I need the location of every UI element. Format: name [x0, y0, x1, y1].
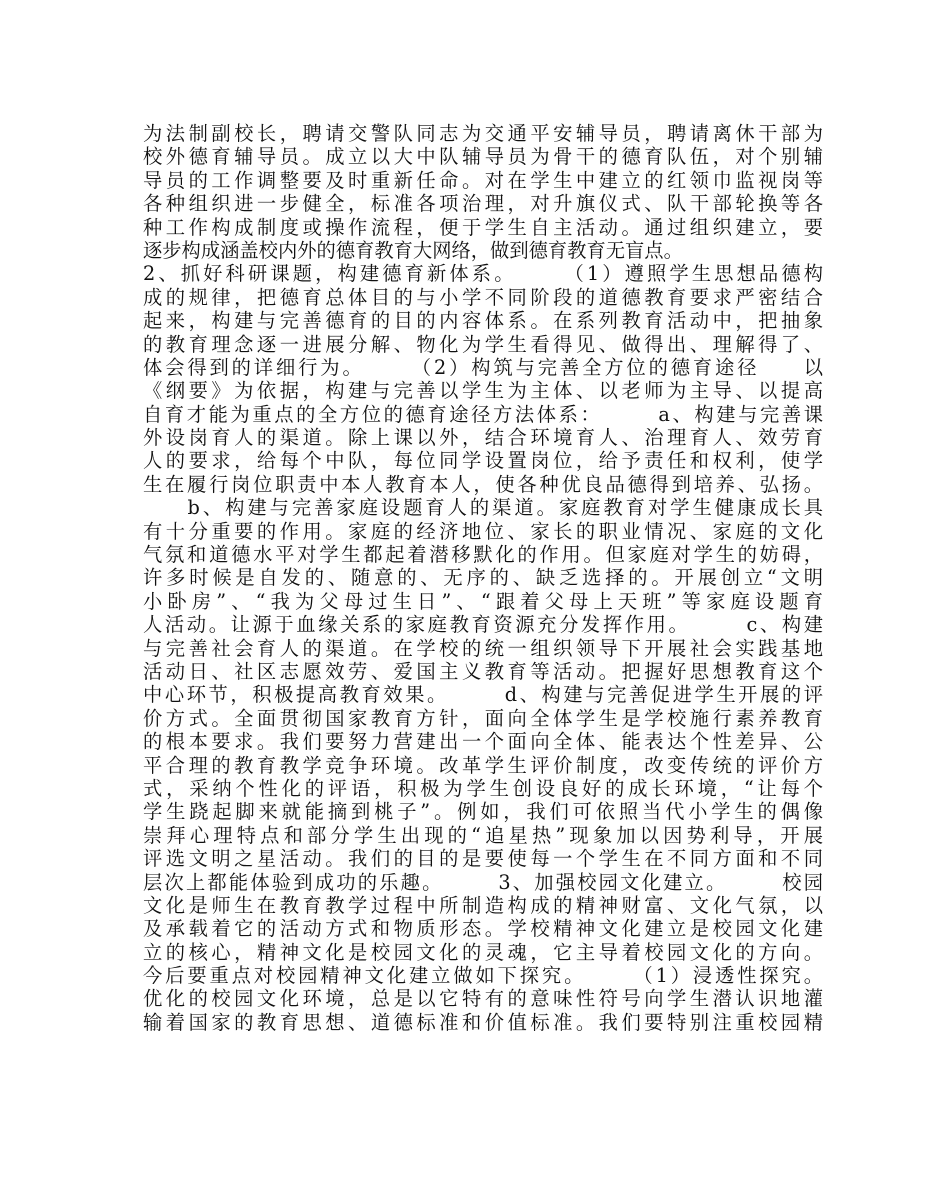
text-line: 式，采纳个性化的评语，积极为学生创设良好的成长环境，“让每个: [143, 776, 823, 800]
body-text: [143, 122, 823, 1034]
text-line: 逐步构成涵盖校内外的德育教育大网络，做到德育教育无盲点。: [143, 238, 683, 262]
text-line: 与完善社会育人的渠道。在学校的统一组织领导下开展社会实践基地: [143, 636, 823, 660]
text-line: 评选文明之星活动。我们的目的是要使每一个学生在不同方面和不同: [143, 847, 823, 871]
text-line: 《纲要》为依据，构建与完善以学生为主体、以老师为主导、以提高: [143, 379, 823, 403]
text-line: 自育才能为重点的全方位的德育途径方法体系： a、构建与完善课: [143, 402, 823, 426]
text-line: 导员的工作调整要及时重新任命。对在学生中建立的红领巾监视岗等: [143, 168, 823, 192]
text-line: 今后要重点对校园精神文化建立做如下探究。 （1）浸透性探究。: [143, 964, 823, 988]
text-line: 输着国家的教育思想、道德标准和价值标准。我们要特别注重校园精: [143, 1010, 823, 1034]
text-line: 种工作构成制度或操作流程，便于学生自主活动。通过组织建立，要: [143, 215, 823, 239]
text-line: 文化是师生在教育教学过程中所制造构成的精神财富、文化气氛，以: [143, 893, 823, 917]
text-line: 及承载着它的活动方式和物质形态。学校精神文化建立是校园文化建: [143, 917, 823, 941]
text-line: 校外德育辅导员。成立以大中队辅导员为骨干的德育队伍，对个别辅: [143, 145, 823, 169]
text-line: 崇拜心理特点和部分学生出现的“追星热”现象加以因势利导，开展: [143, 823, 823, 847]
text-line: 活动日、社区志愿效劳、爱国主义教育等活动。把握好思想教育这个: [143, 659, 823, 683]
text-line: 为法制副校长，聘请交警队同志为交通平安辅导员，聘请离休干部为: [143, 122, 823, 145]
text-line: 各种组织进一步健全，标准各项治理，对升旗仪式、队干部轮换等各: [143, 192, 823, 216]
text-line: 体会得到的详细行为。 （2）构筑与完善全方位的德育途径 以: [143, 355, 823, 379]
text-line: 有十分重要的作用。家庭的经济地位、家长的职业情况、家庭的文化: [143, 519, 823, 543]
text-line: 层次上都能体验到成功的乐趣。 3、加强校园文化建立。 校园: [143, 870, 823, 894]
text-line: 学生跷起脚来就能摘到桃子”。例如，我们可依照当代小学生的偶像: [143, 800, 823, 824]
text-line: 许多时候是自发的、随意的、无序的、缺乏选择的。开展创立“文明: [143, 566, 823, 590]
text-line: 的教育理念逐一进展分解、物化为学生看得见、做得出、理解得了、: [143, 332, 823, 356]
text-line: 小卧房”、“我为父母过生日”、“跟着父母上天班”等家庭设题育: [143, 589, 823, 613]
text-line: 起来，构建与完善德育的目的内容体系。在系列教育活动中，把抽象: [143, 309, 823, 333]
text-line: 优化的校园文化环境，总是以它特有的意味性符号向学生潜认识地灌: [143, 987, 823, 1011]
text-line: 平合理的教育教学竞争环境。改革学生评价制度，改变传统的评价方: [143, 753, 823, 777]
text-line: 人的要求，给每个中队，每位同学设置岗位，给予责任和权利，使学: [143, 449, 823, 473]
text-line: 生在履行岗位职责中本人教育本人，使各种优良品德得到培养、弘扬。: [143, 472, 823, 496]
text-line: 人活动。让源于血缘关系的家庭教育资源充分发挥作用。 c、构建: [143, 613, 823, 637]
text-line: 气氛和道德水平对学生都起着潜移默化的作用。但家庭对学生的妨碍，: [143, 543, 823, 567]
text-line: 立的核心，精神文化是校园文化的灵魂，它主导着校园文化的方向。: [143, 940, 823, 964]
text-line: b、构建与完善家庭设题育人的渠道。家庭教育对学生健康成长具: [143, 496, 823, 520]
text-line: 的根本要求。我们要努力营建出一个面向全体、能表达个性差异、公: [143, 730, 823, 754]
text-line: 中心环节，积极提高教育效果。 d、构建与完善促进学生开展的评: [143, 683, 823, 707]
text-line: 2、抓好科研课题，构建德育新体系。 （1）遵照学生思想品德构: [143, 262, 823, 286]
text-line: 外设岗育人的渠道。除上课以外，结合环境育人、治理育人、效劳育: [143, 426, 823, 450]
text-line: 价方式。全面贯彻国家教育方针，面向全体学生是学校施行素养教育: [143, 706, 823, 730]
text-line: 成的规律，把德育总体目的与小学不同阶段的道德教育要求严密结合: [143, 285, 823, 309]
